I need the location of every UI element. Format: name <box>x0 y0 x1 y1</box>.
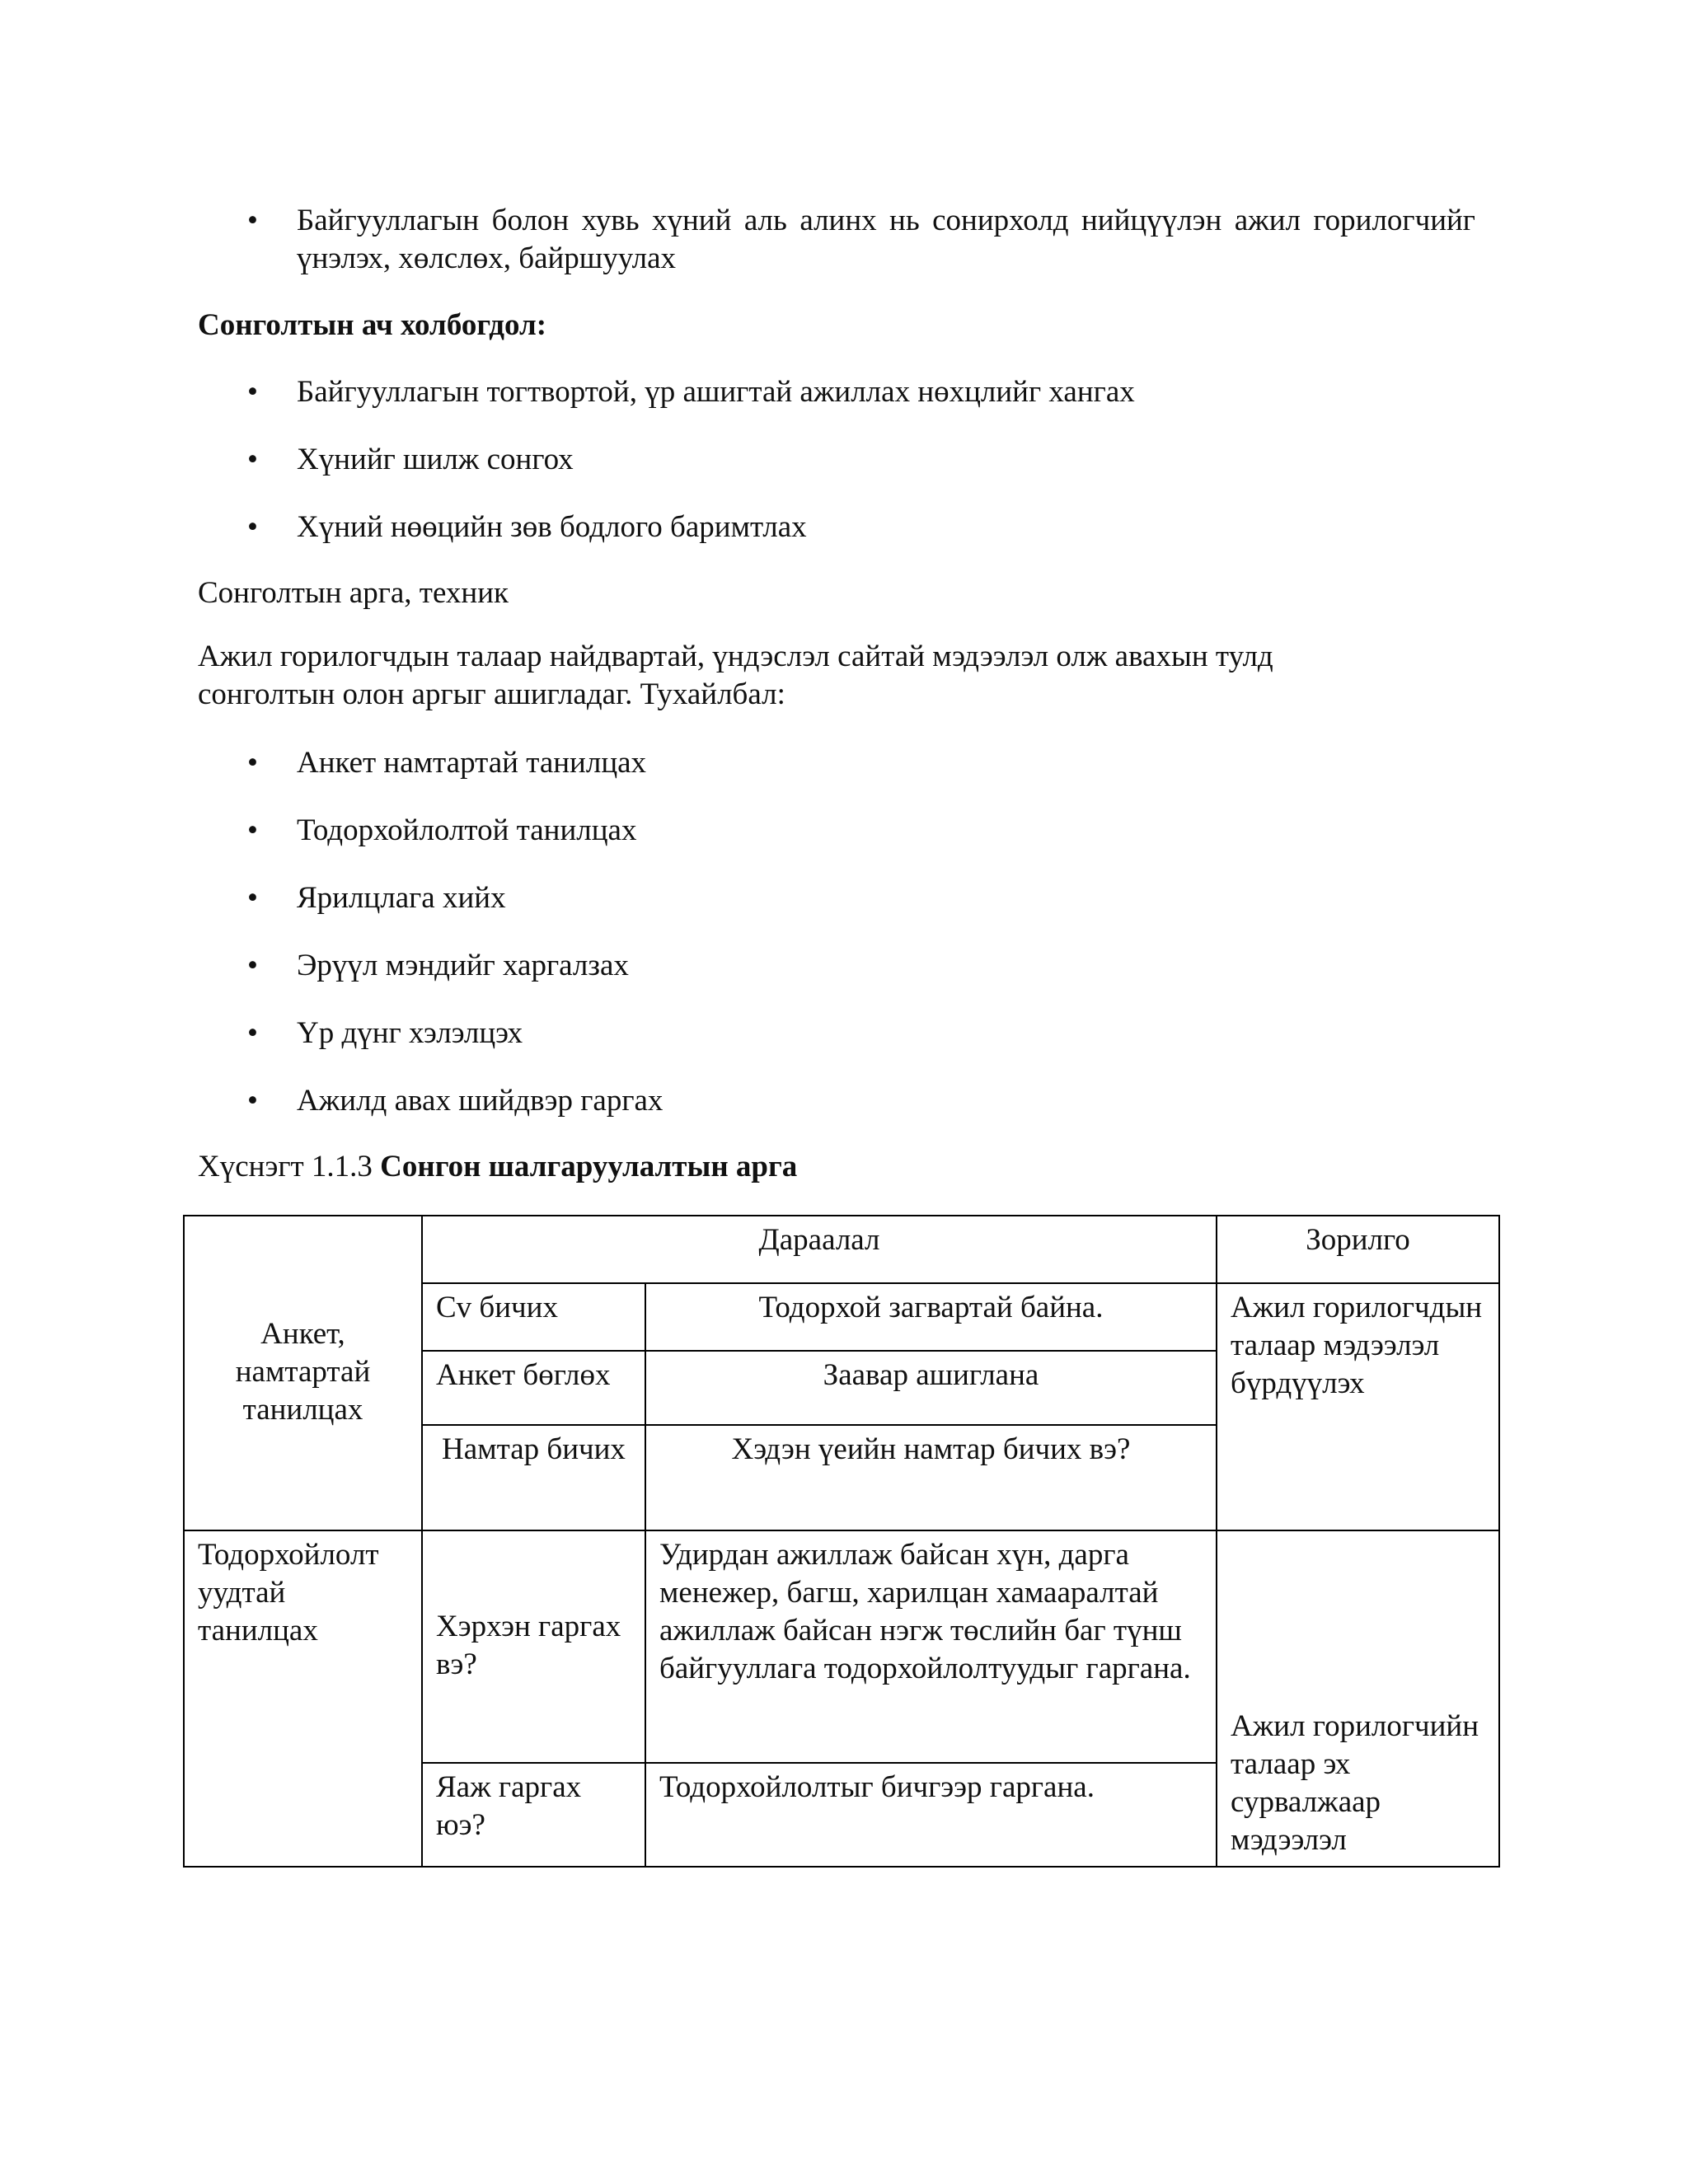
goal-cell-questionnaire: Ажил горилогчдын талаар мэдээлэл бүрдүүлэх <box>1217 1283 1499 1530</box>
step-cell: Намтар бичих <box>422 1425 645 1530</box>
method-cell-questionnaire: Анкет, намтартай танилцах <box>184 1216 422 1530</box>
intro-bullet-text: Байгууллагын болон хувь хүний аль алинх нь сонирхолд нийцүүлэн ажил горилогчийг үнэлэх, хөлслөх, байршуулах <box>297 204 1475 275</box>
detail-cell: Удирдан ажиллаж байсан хүн, дарга менежер, багш, харилцан хамааралтай ажиллаж байсан нэгж төслийн баг түнш байгууллага тодорхойлолтуудыг гаргана. <box>645 1530 1217 1763</box>
methods-paragraph: Ажил горилогчдын талаар найдвартай, үндэслэл сайтай мэдээлэл олж авахын тулд сонголтын олон аргыг ашигладаг. Тухайлбал: <box>198 640 1273 711</box>
bullet-marker: • <box>247 949 258 982</box>
table-row <box>184 1530 1499 1763</box>
bullet-marker: • <box>247 375 258 409</box>
detail-cell: Заавар ашиглана <box>645 1351 1217 1425</box>
bullet-marker: • <box>247 1084 258 1118</box>
step-cell: Анкет бөглөх <box>422 1351 645 1425</box>
methods-item: Анкет намтартай танилцах <box>297 746 647 780</box>
table-caption-title: Сонгон шалгаруулалтын арга <box>380 1150 798 1183</box>
bullet-marker: • <box>247 510 258 544</box>
methods-item: Үр дүнг хэлэлцэх <box>297 1016 523 1050</box>
step-cell: Cv бичих <box>422 1283 645 1351</box>
bullet-marker: • <box>247 746 258 780</box>
bullet-marker: • <box>247 1016 258 1050</box>
methods-heading: Сонголтын арга, техник <box>198 576 509 610</box>
step-cell: Яаж гаргах юэ? <box>422 1763 645 1867</box>
header-sequence: Дараалал <box>422 1216 1217 1283</box>
method-cell-reference: Тодорхойлолт уудтай танилцах <box>184 1530 422 1867</box>
detail-cell: Хэдэн үеийн намтар бичих вэ? <box>645 1425 1217 1530</box>
importance-item: Хүний нөөцийн зөв бодлого баримтлах <box>297 510 807 544</box>
bullet-marker: • <box>247 881 258 915</box>
goal-cell-reference: Ажил горилогчийн талаар эх сурвалжаар мэдээлэл <box>1217 1530 1499 1867</box>
methods-item: Ярилцлага хийх <box>297 881 506 915</box>
step-cell: Хэрхэн гаргах вэ? <box>422 1530 645 1763</box>
bullet-marker: • <box>247 443 258 476</box>
detail-cell: Тодорхойлолтыг бичгээр гаргана. <box>645 1763 1217 1867</box>
table-header-row <box>184 1216 1499 1283</box>
methods-item: Тодорхойлолтой танилцах <box>297 813 637 847</box>
bullet-marker: • <box>247 813 258 847</box>
bullet-marker: • <box>247 204 258 237</box>
detail-cell: Тодорхой загвартай байна. <box>645 1283 1217 1351</box>
table-caption <box>198 1148 1492 1186</box>
methods-item: Ажилд авах шийдвэр гаргах <box>297 1084 663 1118</box>
importance-item: Байгууллагын тогтвортой, үр ашигтай ажиллах нөхцлийг хангах <box>297 375 1135 409</box>
header-goal: Зорилго <box>1217 1216 1499 1283</box>
importance-item: Хүнийг шилж сонгох <box>297 443 574 476</box>
selection-methods-table <box>183 1215 1500 1868</box>
importance-heading: Сонголтын ач холбогдол: <box>198 308 547 342</box>
methods-item: Эрүүл мэндийг харгалзах <box>297 949 629 982</box>
table-caption-prefix: Хүснэгт 1.1.3 <box>198 1150 373 1183</box>
